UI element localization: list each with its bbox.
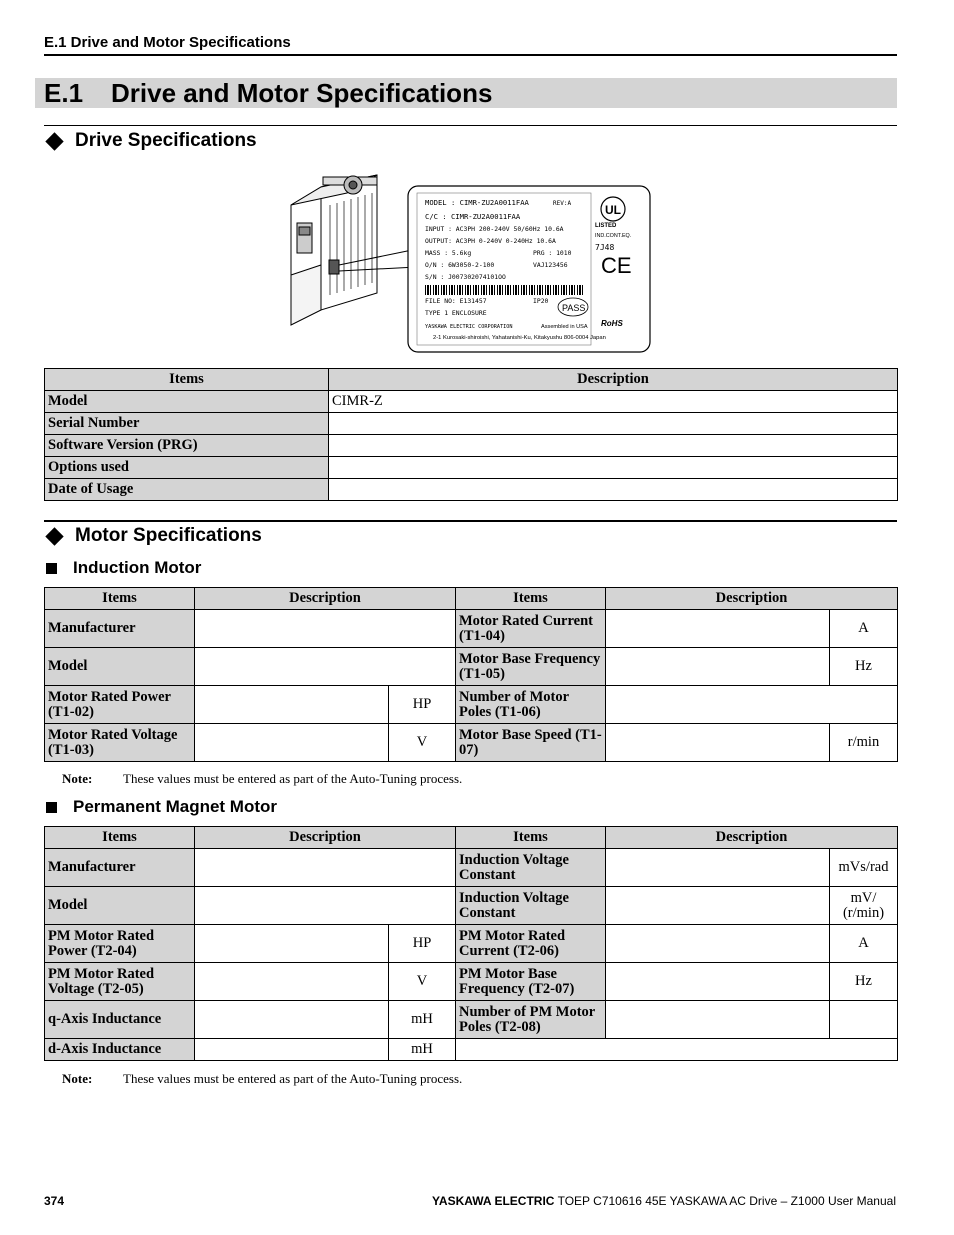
value-cell xyxy=(195,686,389,724)
unit-cell: mVs/rad xyxy=(830,849,898,887)
value-cell xyxy=(195,1001,389,1039)
item-cell: Options used xyxy=(45,457,329,479)
unit-cell: Hz xyxy=(830,963,898,1001)
nameplate-prg: PRG : 1010 xyxy=(533,249,572,257)
item-cell: Model xyxy=(45,887,195,925)
pm-motor-table xyxy=(44,826,898,1061)
value-cell xyxy=(195,963,389,1001)
unit-cell: mH xyxy=(389,1039,456,1061)
diamond-bullet-icon xyxy=(45,132,63,150)
nameplate-output: OUTPUT: AC3PH 0-240V 0-240Hz 10.6A xyxy=(425,237,556,245)
section-rule xyxy=(44,520,897,522)
value-cell xyxy=(606,724,830,762)
value-cell xyxy=(606,610,830,648)
ul-logo-icon xyxy=(601,197,625,221)
table-row xyxy=(45,724,898,762)
column-header: Description xyxy=(329,369,898,391)
pm-motor-heading xyxy=(44,797,277,817)
motor-spec-heading-text: Motor Specifications xyxy=(75,525,262,546)
column-header: Description xyxy=(606,827,898,849)
item-cell: Model xyxy=(45,648,195,686)
value-cell xyxy=(195,925,389,963)
column-header: Items xyxy=(456,827,606,849)
footer-doc-title xyxy=(432,1194,896,1208)
item-cell: Software Version (PRG) xyxy=(45,435,329,457)
item-cell: Induction Voltage Constant xyxy=(456,887,606,925)
item-cell: PM Motor Rated Current (T2-06) xyxy=(456,925,606,963)
induction-motor-heading xyxy=(44,558,201,578)
item-cell: q-Axis Inductance xyxy=(45,1001,195,1039)
value-cell xyxy=(606,648,830,686)
value-cell xyxy=(606,849,830,887)
column-header: Description xyxy=(606,588,898,610)
nameplate-file-no: FILE NO: E131457 xyxy=(425,297,487,305)
table-row xyxy=(45,849,898,887)
motor-spec-heading xyxy=(44,525,262,547)
square-bullet-icon xyxy=(46,802,57,813)
unit-cell: V xyxy=(389,963,456,1001)
nameplate-on: O/N : 6W3050-2-100 xyxy=(425,261,495,269)
nameplate-cc: C/C : CIMR-ZU2A0011FAA xyxy=(425,212,521,221)
unit-cell: mH xyxy=(389,1001,456,1039)
footer-brand: YASKAWA ELECTRIC xyxy=(432,1194,555,1208)
unit-cell: A xyxy=(830,925,898,963)
item-cell: Motor Base Frequency (T1-05) xyxy=(456,648,606,686)
table-row xyxy=(45,610,898,648)
value-cell xyxy=(606,1001,830,1039)
footer-doc: TOEP C710616 45E YASKAWA AC Drive – Z1000 User Manual xyxy=(557,1194,896,1208)
drive-spec-heading-text: Drive Specifications xyxy=(75,130,257,151)
table-row xyxy=(45,391,898,413)
item-cell: Motor Base Speed (T1-07) xyxy=(456,724,606,762)
induction-motor-table xyxy=(44,587,898,762)
section-title: Drive and Motor Specifications xyxy=(111,78,493,108)
column-header: Items xyxy=(456,588,606,610)
nameplate-ind: IND.CONT.EQ. xyxy=(595,233,632,239)
empty-cell xyxy=(456,1039,898,1061)
note-text: These values must be entered as part of the Auto-Tuning process. xyxy=(123,771,463,786)
description-cell xyxy=(329,457,898,479)
drive-nameplate-illustration xyxy=(285,165,655,355)
value-cell xyxy=(606,887,830,925)
item-cell: d-Axis Inductance xyxy=(45,1039,195,1061)
note-label: Note: xyxy=(62,771,93,786)
diamond-bullet-icon xyxy=(45,527,63,545)
svg-text:UL: UL xyxy=(605,203,621,217)
page-title xyxy=(44,78,492,108)
item-cell: Date of Usage xyxy=(45,479,329,501)
column-header: Description xyxy=(195,588,456,610)
pm-motor-heading-text: Permanent Magnet Motor xyxy=(73,797,278,816)
section-number: E.1 xyxy=(44,78,84,108)
item-cell: Motor Rated Power (T1-02) xyxy=(45,686,195,724)
item-cell: Number of Motor Poles (T1-06) xyxy=(456,686,606,724)
unit-cell: HP xyxy=(389,686,456,724)
nameplate-listed: LISTED xyxy=(595,223,617,229)
description-cell xyxy=(329,413,898,435)
unit-cell: V xyxy=(389,724,456,762)
item-cell: Model xyxy=(45,391,329,413)
ce-mark-icon xyxy=(601,253,632,278)
drive-unit-icon xyxy=(291,175,377,325)
value-cell xyxy=(195,610,456,648)
note-label: Note: xyxy=(62,1071,93,1086)
value-cell xyxy=(195,1039,389,1061)
table-row xyxy=(45,435,898,457)
nameplate-mass: MASS : 5.6kg xyxy=(425,249,472,257)
induction-note xyxy=(62,771,462,787)
nameplate-assembled: Assembled in USA xyxy=(541,324,588,330)
section-rule xyxy=(44,125,897,126)
column-header: Items xyxy=(45,588,195,610)
item-cell: PM Motor Rated Power (T2-04) xyxy=(45,925,195,963)
unit-cell: mV/ (r/min) xyxy=(830,887,898,925)
table-row xyxy=(45,963,898,1001)
nameplate-input: INPUT : AC3PH 200-240V 50/60Hz 10.6A xyxy=(425,225,564,233)
square-bullet-icon xyxy=(46,563,57,574)
value-cell xyxy=(606,963,830,1001)
unit-cell: r/min xyxy=(830,724,898,762)
item-cell: Serial Number xyxy=(45,413,329,435)
svg-text:CE: CE xyxy=(601,253,632,278)
value-cell xyxy=(606,686,898,724)
nameplate-on2: VAJ123456 xyxy=(533,261,568,269)
table-row xyxy=(45,887,898,925)
rohs-logo: RoHS xyxy=(601,319,623,328)
running-head: E.1 Drive and Motor Specifications xyxy=(44,34,291,51)
table-row xyxy=(45,479,898,501)
drive-spec-table xyxy=(44,368,898,501)
item-cell: Manufacturer xyxy=(45,610,195,648)
table-row xyxy=(45,1001,898,1039)
pm-note xyxy=(62,1071,462,1087)
item-cell: Induction Voltage Constant xyxy=(456,849,606,887)
item-cell: Motor Rated Current (T1-04) xyxy=(456,610,606,648)
item-cell: PM Motor Rated Voltage (T2-05) xyxy=(45,963,195,1001)
nameplate-code: 7J48 xyxy=(595,243,615,252)
note-text: These values must be entered as part of the Auto-Tuning process. xyxy=(123,1071,463,1086)
item-cell: PM Motor Base Frequency (T2-07) xyxy=(456,963,606,1001)
value-cell xyxy=(195,724,389,762)
value-cell xyxy=(195,648,456,686)
column-header: Items xyxy=(45,827,195,849)
table-row xyxy=(45,413,898,435)
table-row xyxy=(45,925,898,963)
unit-cell xyxy=(830,1001,898,1039)
nameplate-ip: IP20 xyxy=(533,297,549,305)
nameplate-rev: REV:A xyxy=(553,200,572,207)
column-header: Items xyxy=(45,369,329,391)
page-number: 374 xyxy=(44,1194,65,1208)
table-row xyxy=(45,1039,898,1061)
unit-cell: HP xyxy=(389,925,456,963)
value-cell xyxy=(195,887,456,925)
unit-cell: A xyxy=(830,610,898,648)
nameplate-type: TYPE 1 ENCLOSURE xyxy=(425,309,487,317)
svg-text:PASS: PASS xyxy=(562,303,586,313)
item-cell: Motor Rated Voltage (T1-03) xyxy=(45,724,195,762)
table-row xyxy=(45,457,898,479)
nameplate-corp: YASKAWA ELECTRIC CORPORATION xyxy=(425,324,513,330)
table-row xyxy=(45,686,898,724)
value-cell xyxy=(195,849,456,887)
description-cell xyxy=(329,435,898,457)
unit-cell: Hz xyxy=(830,648,898,686)
value-cell xyxy=(606,925,830,963)
description-cell xyxy=(329,479,898,501)
description-cell: CIMR-Z xyxy=(329,391,898,413)
nameplate-address: 2-1 Kurosaki-shiroishi, Yahatanishi-Ku, Kitakyushu 806-0004 Japan xyxy=(433,335,606,341)
nameplate-sn: S/N : J007302074101OO xyxy=(425,273,506,281)
item-cell: Number of PM Motor Poles (T2-08) xyxy=(456,1001,606,1039)
nameplate-model: MODEL : CIMR-ZU2A0011FAA xyxy=(425,198,529,207)
table-row xyxy=(45,648,898,686)
drive-spec-heading xyxy=(44,130,257,152)
item-cell: Manufacturer xyxy=(45,849,195,887)
header-rule xyxy=(44,54,897,56)
induction-motor-heading-text: Induction Motor xyxy=(73,558,202,577)
column-header: Description xyxy=(195,827,456,849)
